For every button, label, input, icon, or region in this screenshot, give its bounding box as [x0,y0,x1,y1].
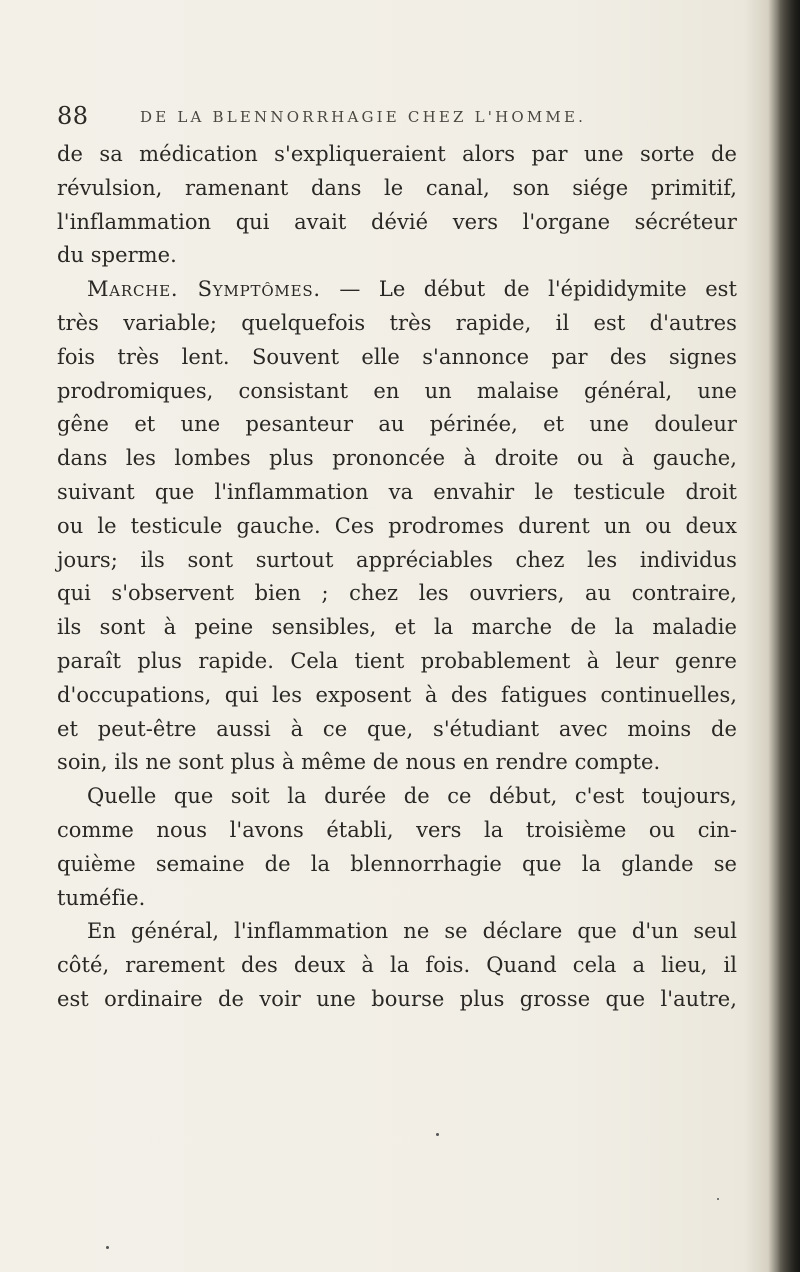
text-line: côté, rarement des deux à la fois. Quand cela a lieu, il [57,953,737,978]
text-line: ou le testicule gauche. Ces prodromes durent un ou deux [57,513,737,538]
print-speck [717,1198,719,1200]
text-line: de sa médication s'expliqueraient alors par une sorte de [57,142,737,166]
section-heading: Marche. Symptômes. [87,277,321,302]
text-line: suivant que l'inflammation va envahir le testicule droit [57,479,737,504]
text-line: ils sont à peine sensibles, et la marche de la maladie [57,615,737,640]
text-line: jours; ils sont surtout appréciables chez les individus [57,547,737,572]
text-line: fois très lent. Souvent elle s'annonce par des signes [57,344,737,369]
text-line: prodromiques, consistant en un malaise général, une [57,378,737,403]
text-span: — Le début de l'épididymite est [320,277,737,302]
print-speck [436,1133,439,1136]
text-line: d'occupations, qui les exposent à des fatigues continuelles, [57,682,737,707]
running-head: DE LA BLENNORRHAGIE CHEZ L'HOMME. [140,108,587,126]
text-line: et peut-être aussi à ce que, s'étudiant avec moins de [57,716,737,741]
body-text [57,138,737,1017]
text-line: tuméfie. [57,885,146,910]
text-line: du sperme. [57,243,177,268]
text-line: En général, l'inflammation ne se déclare que d'un seul [87,919,737,944]
text-line: est ordinaire de voir une bourse plus grosse que l'autre, [57,986,737,1011]
text-line: paraît plus rapide. Cela tient probablement à leur genre [57,648,737,673]
text-line: gêne et une pesanteur au périnée, et une douleur [57,412,737,437]
text-line: très variable; quelquefois très rapide, il est d'autres [57,310,737,335]
text-line: révulsion, ramenant dans le canal, son siége primitif, [57,175,737,200]
text-line: dans les lombes plus prononcée à droite ou à gauche, [57,446,737,471]
text-line [57,273,737,307]
text-line: qui s'observent bien ; chez les ouvriers, au contraire, [57,581,737,606]
page-number: 88 [57,102,89,130]
text-line: soin, ils ne sont plus à même de nous en rendre compte. [57,750,661,775]
print-speck [106,1246,109,1249]
text-line: comme nous l'avons établi, vers la troisième ou cin- [57,817,737,842]
text-line: Quelle que soit la durée de ce début, c'est toujours, [87,784,737,809]
text-line: l'inflammation qui avait dévié vers l'organe sécréteur [57,209,737,234]
page-edge-shadow [778,0,800,1272]
text-line: quième semaine de la blennorrhagie que la glande se [57,851,737,876]
